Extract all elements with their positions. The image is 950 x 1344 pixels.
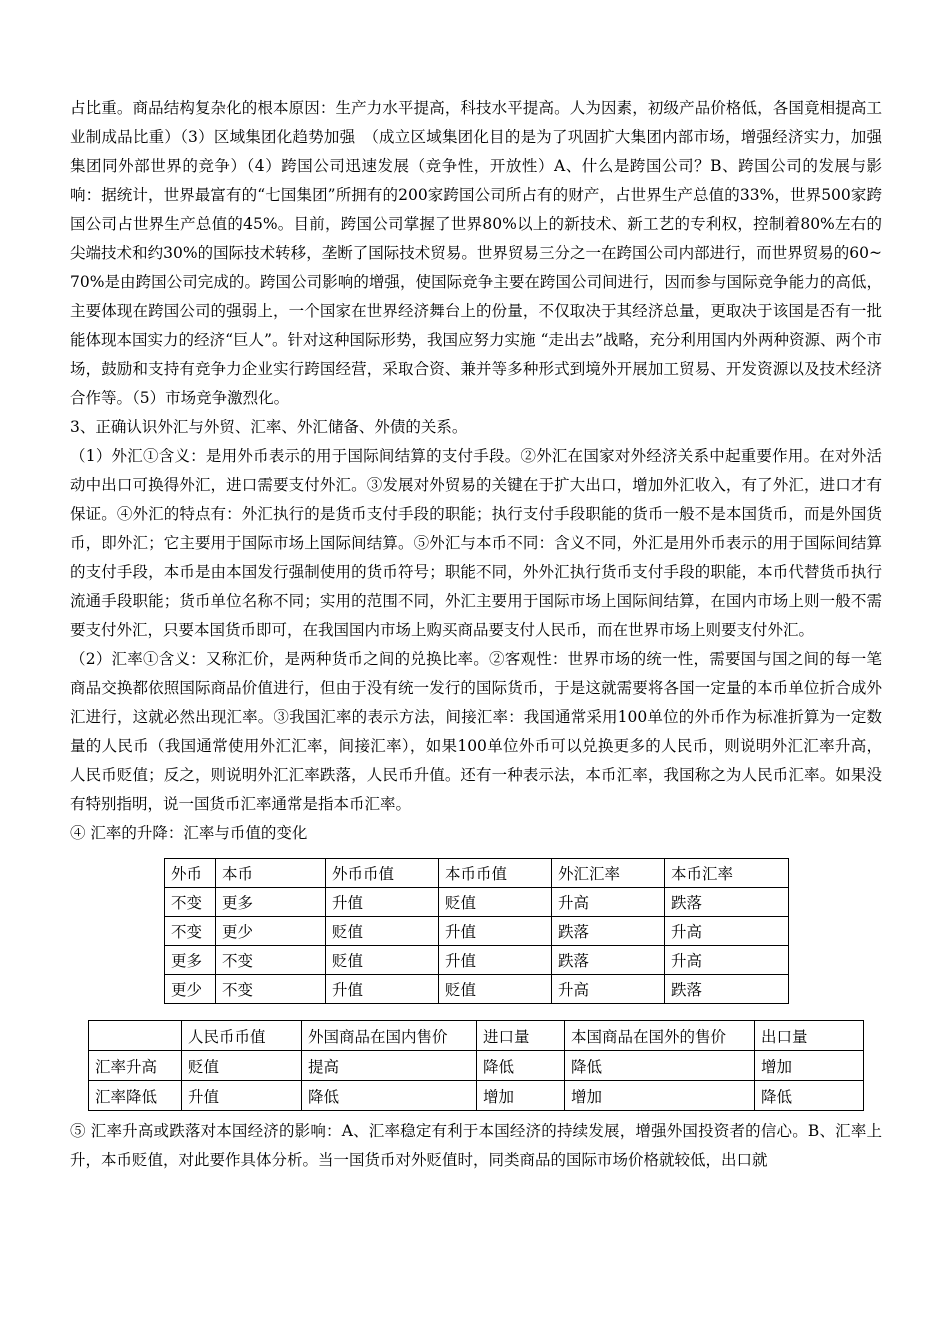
table-cell: 贬值 — [182, 1051, 302, 1081]
paragraph-trade-trends: 占比重。商品结构复杂化的根本原因：生产力水平提高，科技水平提高。人为因素，初级产品价格低，各国竟相提高工业制成品比重）（3）区域集团化趋势加强 （成立区域集团化目的是为了巩固扩大集团内部市场，增强经济实力，加强集团同外部世界的竞争）（4）跨国公司迅速发展（竞争性，开放性）A、什么是跨国公司？B、跨国公司的发展与影响：据统计，世界最富有的“七国集团”所拥有的200家跨国公司所占有的财产，占世界生产总值的33%，世界500家跨国公司占世界生产总值的45%。目前，跨国公司掌握了世界80%以上的新技术、新工艺的专利权，控制着80%左右的尖端技术和约30%的国际技术转移，垄断了国际技术贸易。世界贸易三分之一在跨国公司内部进行，而世界贸易的60~70%是由跨国公司完成的。跨国公司影响的增强，使国际竞争主要在跨国公司间进行，因而参与国际竞争能力的高低，主要体现在跨国公司的强弱上，一个国家在世界经济舞台上的份量，不仅取决于其经济总量，更取决于该国是否有一批能体现本国实力的经济“巨人”。针对这种国际形势，我国应努力实施 “走出去”战略，充分利用国内外两种资源、两个市场，鼓励和支持有竞争力企业实行跨国经营，采取合资、兼并等多种形式到境外开展加工贸易、开发资源以及技术经济合作等。（5）市场竞争激烈化。 — [70, 99, 882, 407]
rate-trade-effect-table — [88, 1020, 864, 1111]
table-row — [165, 946, 789, 975]
table-cell: 增加 — [755, 1051, 864, 1081]
table-header-cell: 本币汇率 — [665, 859, 789, 888]
table-cell: 提高 — [302, 1051, 477, 1081]
paragraph-forex: （1）外汇①含义：是用外币表示的用于国际间结算的支付手段。②外汇在国家对外经济关系中起重要作用。在对外活动中出口可换得外汇，进口需要支付外汇。③发展对外贸易的关键在于扩大出口，增加外汇收入，有了外汇，进口才有保证。④外汇的特点有：外汇执行的是货币支付手段的职能；执行支付手段职能的货币一般不是本国货币，而是外国货币，即外汇；它主要用于国际市场上国际间结算。⑤外汇与本币不同：含义不同，外汇是用外币表示的用于国际间结算的支付手段，本币是由本国发行强制使用的货币符号；职能不同，外外汇执行货币支付手段的职能，本币代替货币执行流通手段职能；货币单位名称不同；实用的范围不同，外汇主要用于国际市场上国际间结算，在国内市场上则一般不需要支付外汇，只要本国货币即可，在我国国内市场上购买商品要支付人民币，而在世界市场上则要支付外汇。 — [70, 447, 882, 639]
table-cell: 不变 — [165, 917, 216, 946]
table-header-cell: 外汇汇率 — [552, 859, 665, 888]
table-cell: 跌落 — [665, 888, 789, 917]
table-cell: 不变 — [216, 946, 326, 975]
table-header-cell: 外国商品在国内售价 — [302, 1021, 477, 1051]
paragraph-exchange-rate: （2）汇率①含义：又称汇价，是两种货币之间的兑换比率。②客观性：世界市场的统一性，需要国与国之间的每一笔商品交换都依照国际商品价值进行，但由于没有统一发行的国际货币，于是这就需要将各国一定量的本币单位折合成外汇进行，这就必然出现汇率。③我国汇率的表示方法，间接汇率：我国通常采用100单位的外币作为标准折算为一定数量的人民币（我国通常使用外汇汇率，间接汇率），如果100单位外币可以兑换更多的人民币，则说明外汇汇率升高，人民币贬值；反之，则说明外汇汇率跌落，人民币升值。还有一种表示法，本币汇率，我国称之为人民币汇率。如果没有特别指明，说一国货币汇率通常是指本币汇率。 — [70, 650, 882, 813]
table-header-cell: 外币 — [165, 859, 216, 888]
table-cell: 不变 — [216, 975, 326, 1004]
document-page — [70, 94, 882, 1175]
table-row — [89, 1081, 864, 1111]
table-header-cell: 出口量 — [755, 1021, 864, 1051]
table-row — [165, 917, 789, 946]
table-cell: 升值 — [326, 888, 439, 917]
table-cell: 升高 — [552, 975, 665, 1004]
table-cell: 贬值 — [439, 975, 552, 1004]
table-header-row — [165, 859, 789, 888]
table-cell: 升高 — [665, 917, 789, 946]
table-cell: 升值 — [326, 975, 439, 1004]
table-cell: 更多 — [216, 888, 326, 917]
table-header-cell: 本币币值 — [439, 859, 552, 888]
table-cell: 跌落 — [552, 917, 665, 946]
table-cell: 增加 — [565, 1081, 755, 1111]
table-cell: 汇率升高 — [89, 1051, 182, 1081]
table-cell: 更多 — [165, 946, 216, 975]
table-cell: 更少 — [216, 917, 326, 946]
table-cell: 不变 — [165, 888, 216, 917]
table-cell: 降低 — [755, 1081, 864, 1111]
table-cell: 更少 — [165, 975, 216, 1004]
table-cell: 贬值 — [439, 888, 552, 917]
table-header-cell — [89, 1021, 182, 1051]
table-cell: 降低 — [477, 1051, 565, 1081]
table-header-cell: 人民币币值 — [182, 1021, 302, 1051]
table-cell: 升值 — [439, 917, 552, 946]
table-cell: 升高 — [665, 946, 789, 975]
table-row — [165, 975, 789, 1004]
table-cell: 升值 — [439, 946, 552, 975]
table-header-cell: 本币 — [216, 859, 326, 888]
table-header-cell: 进口量 — [477, 1021, 565, 1051]
table-header-row — [89, 1021, 864, 1051]
table-cell: 降低 — [302, 1081, 477, 1111]
table-row — [165, 888, 789, 917]
heading-rate-changes: ④ 汇率的升降：汇率与币值的变化 — [70, 824, 308, 842]
table-header-cell: 外币币值 — [326, 859, 439, 888]
heading-forex-relations: 3、正确认识外汇与外贸、汇率、外汇储备、外债的关系。 — [70, 418, 468, 436]
table-row — [89, 1051, 864, 1081]
table-cell: 增加 — [477, 1081, 565, 1111]
table-cell: 降低 — [565, 1051, 755, 1081]
table-cell: 贬值 — [326, 946, 439, 975]
table-cell: 升高 — [552, 888, 665, 917]
table-cell: 跌落 — [552, 946, 665, 975]
rate-currency-value-table — [164, 858, 789, 1004]
table-cell: 贬值 — [326, 917, 439, 946]
paragraph-rate-impact: ⑤ 汇率升高或跌落对本国经济的影响：A、汇率稳定有利于本国经济的持续发展，增强外国投资者的信心。B、汇率上升，本币贬值，对此要作具体分析。当一国货币对外贬值时，同类商品的国际市场价格就较低，出口就 — [70, 1122, 882, 1169]
table-cell: 汇率降低 — [89, 1081, 182, 1111]
table-cell: 跌落 — [665, 975, 789, 1004]
table-cell: 升值 — [182, 1081, 302, 1111]
table-header-cell: 本国商品在国外的售价 — [565, 1021, 755, 1051]
